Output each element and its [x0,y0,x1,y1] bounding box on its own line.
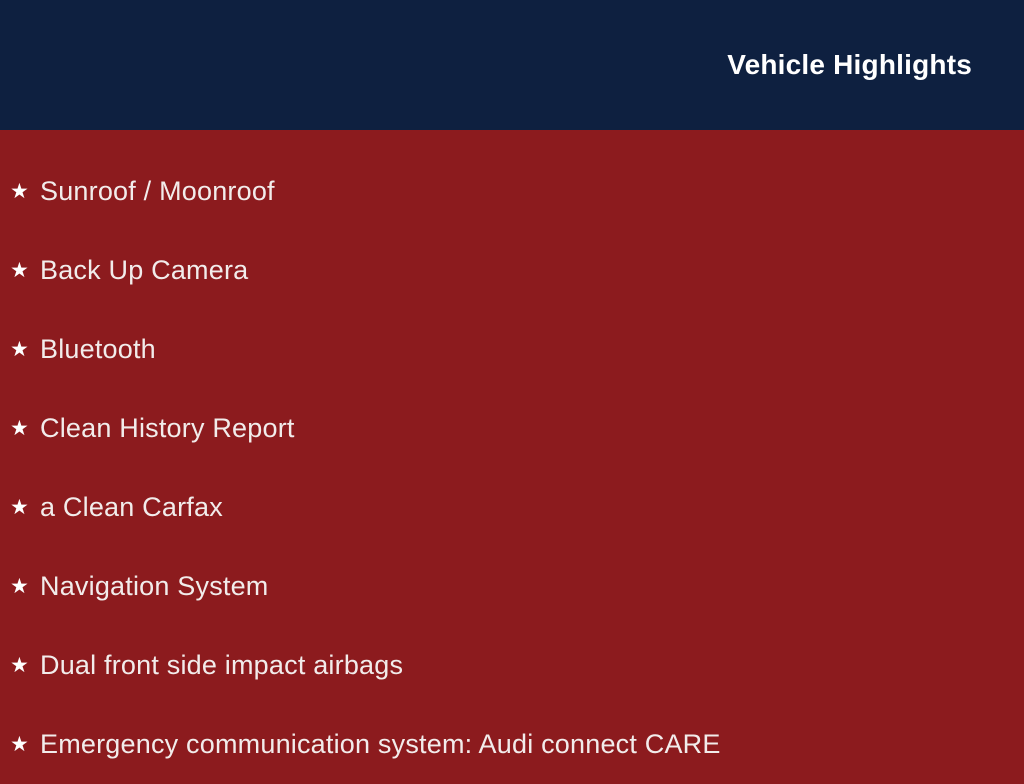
list-item-label: Back Up Camera [40,255,249,285]
star-icon: ★ [10,259,29,282]
slide-body [0,130,1024,784]
list-item [0,152,1024,231]
list-item [0,626,1024,705]
list-item-label: Emergency communication system: Audi connect CARE [40,729,721,759]
page-title: Vehicle Highlights [727,48,972,80]
list-item [0,310,1024,389]
list-item [0,547,1024,626]
star-icon: ★ [10,180,29,203]
list-item-label: Dual front side impact airbags [40,650,404,680]
list-item [0,231,1024,310]
list-item-label: Bluetooth [40,334,156,364]
list-item-label: a Clean Carfax [40,492,223,522]
star-icon: ★ [10,496,29,519]
list-item [0,468,1024,547]
star-icon: ★ [10,338,29,361]
list-item-label: Clean History Report [40,413,295,443]
star-icon: ★ [10,417,29,440]
star-icon: ★ [10,733,29,756]
list-item [0,705,1024,784]
slide-header [0,0,1024,130]
list-item-label: Navigation System [40,571,269,601]
vehicle-highlights-list [0,152,1024,784]
star-icon: ★ [10,575,29,598]
list-item [0,389,1024,468]
list-item-label: Sunroof / Moonroof [40,176,275,206]
star-icon: ★ [10,654,29,677]
